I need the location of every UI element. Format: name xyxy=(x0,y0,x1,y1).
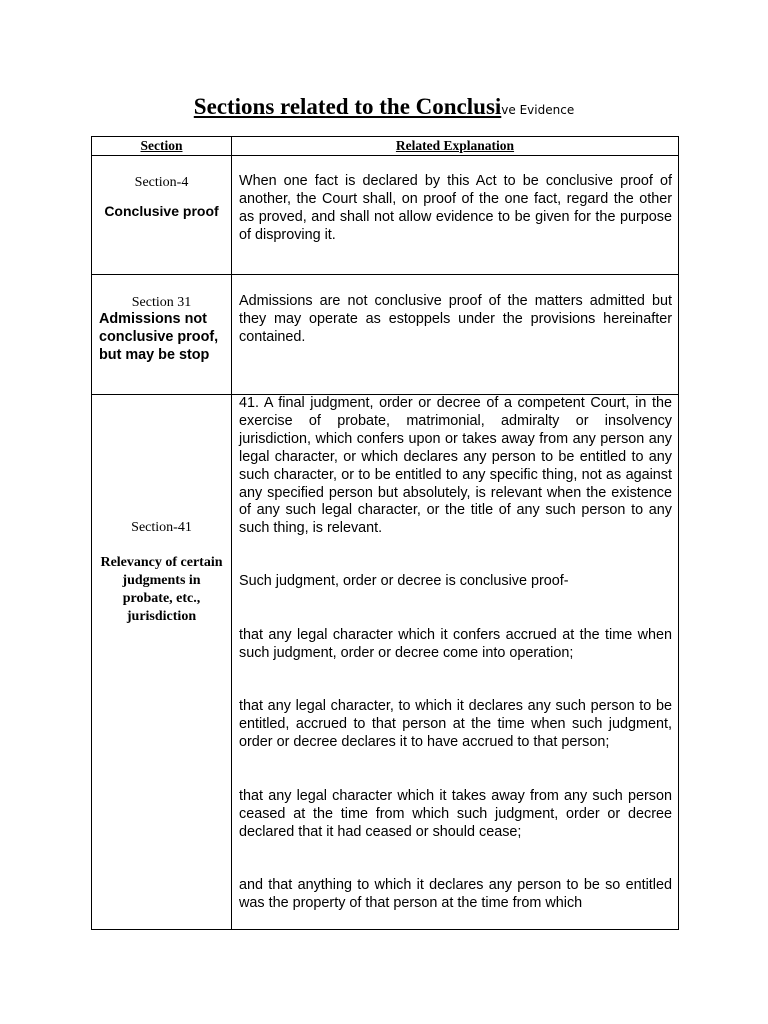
section-title: Admissions not conclusive proof, but may be stop xyxy=(99,311,219,363)
title-main: Sections related to the Conclusi xyxy=(193,94,502,119)
section-label: Section-41 xyxy=(131,520,192,535)
table-header-row xyxy=(92,137,679,156)
section-title: Conclusive proof xyxy=(104,203,219,219)
explanation-paragraph: that any legal character, to which it declares any such person to be entitled, accrued to that person at the time when such judgment, order or decree declares it to have accrued to that person; xyxy=(239,697,672,750)
document-title xyxy=(0,94,768,120)
explanation-paragraph: 41. A final judgment, order or decree of a competent Court, in the exercise of probate, matrimonial, admiralty or insolvency jurisdiction, which confers upon or takes away from any person any legal character, or which declares any person to be entitled to any such character, or to be entitled to any specific thing, not as against any specified person but absolutely, is relevant when the existence of any such legal character, or the title of any such person to any such thing, is relevant. xyxy=(239,395,672,537)
header-related-explanation: Related Explanation xyxy=(232,137,679,156)
table-row xyxy=(92,395,679,930)
explanation-cell xyxy=(232,395,679,930)
section-cell xyxy=(92,395,232,930)
section-label: Section-4 xyxy=(134,175,189,190)
explanation-cell xyxy=(232,156,679,275)
section-title: Relevancy of certain judgments in probate, etc., jurisdiction xyxy=(100,555,223,624)
explanation-paragraph: Admissions are not conclusive proof of the matters admitted but they may operate as estoppels under the provisions hereinafter contained. xyxy=(239,293,672,345)
explanation-paragraph: that any legal character which it confers accrued at the time when such judgment, order or decree come into operation; xyxy=(239,627,672,662)
explanation-paragraph: Such judgment, order or decree is conclusive proof- xyxy=(239,573,569,590)
sections-table xyxy=(91,136,679,930)
explanation-paragraph: and that anything to which it declares any person to be so entitled was the property of that person at the time from which xyxy=(239,877,672,912)
table-row xyxy=(92,156,679,275)
explanation-cell xyxy=(232,275,679,395)
section-cell xyxy=(92,156,232,275)
table-row xyxy=(92,275,679,395)
explanation-paragraph: When one fact is declared by this Act to be conclusive proof of another, the Court shall, on proof of the one fact, regard the other as proved, and shall not allow evidence to be given for the purpose of disproving it. xyxy=(239,173,672,243)
section-cell xyxy=(92,275,232,395)
header-section: Section xyxy=(92,137,232,156)
title-rest: ve Evidence xyxy=(501,103,575,117)
section-label: Section 31 xyxy=(131,295,192,310)
explanation-paragraph: that any legal character which it takes away from any such person ceased at the time from which such judgment, order or decree declared that it had ceased or should cease; xyxy=(239,787,672,840)
